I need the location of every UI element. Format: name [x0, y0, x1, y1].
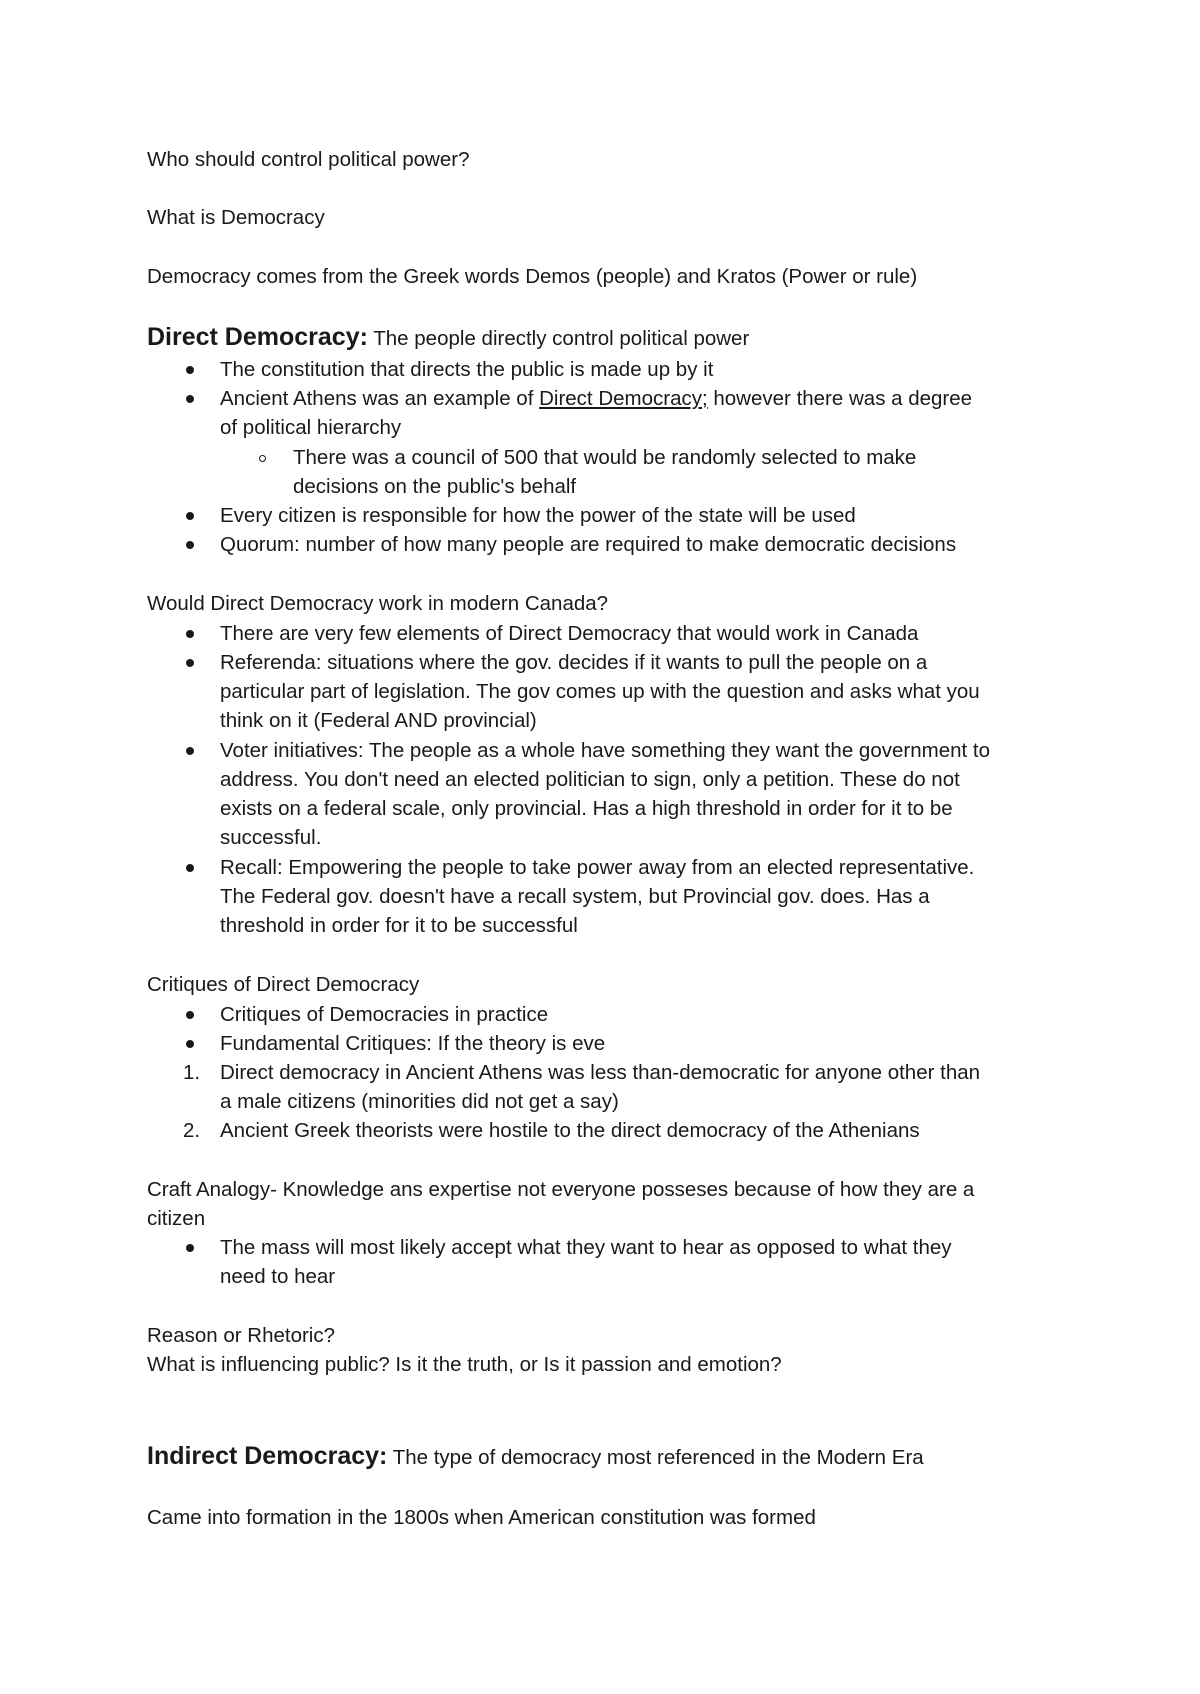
athens-text-pre: Ancient Athens was an example of — [220, 387, 540, 410]
list-item-continuation: The Federal gov. doesn't have a recall system, but Provincial gov. does. Has a — [220, 885, 930, 908]
list-item: There are very few elements of Direct Democracy that would work in Canada — [220, 622, 919, 645]
bullet-dot-icon — [186, 1244, 194, 1252]
list-item: Voter initiatives: The people as a whole have something they want the government to — [220, 739, 990, 762]
list-item: Recall: Empowering the people to take power away from an elected representative. — [220, 856, 975, 879]
bullet-dot-icon — [186, 747, 194, 755]
bullet-dot-icon — [186, 1040, 194, 1048]
indirect-democracy-heading-line — [147, 1441, 924, 1473]
bullet-dot-icon — [186, 541, 194, 549]
numbered-item-continuation: a male citizens (minorities did not get a say) — [220, 1090, 619, 1113]
list-item-continuation: exists on a federal scale, only provincial. Has a high threshold in order for it to be — [220, 797, 953, 820]
list-item: Fundamental Critiques: If the theory is eve — [220, 1032, 606, 1055]
list-item-continuation: address. You don't need an elected politician to sign, only a petition. These do not — [220, 768, 960, 791]
direct-democracy-definition: The people directly control political power — [367, 327, 750, 350]
bullet-dot-icon — [186, 395, 194, 403]
list-item-continuation: need to hear — [220, 1265, 336, 1288]
list-item: The mass will most likely accept what they want to hear as opposed to what they — [220, 1236, 952, 1259]
list-item-continuation: particular part of legislation. The gov comes up with the question and asks what you — [220, 680, 980, 703]
list-item-continuation: threshold in order for it to be successful — [220, 914, 578, 937]
list-item-continuation: of political hierarchy — [220, 416, 402, 439]
sub-list-item-continuation: decisions on the public's behalf — [293, 475, 577, 498]
direct-democracy-heading: Direct Democracy: — [147, 323, 368, 351]
list-item-continuation: think on it (Federal AND provincial) — [220, 709, 537, 732]
question-political-power: Who should control political power? — [147, 148, 470, 171]
reason-question: Reason or Rhetoric? — [147, 1324, 336, 1347]
indirect-democracy-definition: The type of democracy most referenced in the Modern Era — [387, 1446, 924, 1469]
etymology-text: Democracy comes from the Greek words Demos (people) and Kratos (Power or rule) — [147, 265, 918, 288]
numbered-item: Direct democracy in Ancient Athens was less than-democratic for anyone other than — [220, 1061, 981, 1084]
canada-question: Would Direct Democracy work in modern Canada? — [147, 592, 609, 615]
formation-text: Came into formation in the 1800s when American constitution was formed — [147, 1506, 816, 1529]
craft-analogy-text: Craft Analogy- Knowledge ans expertise not everyone posseses because of how they are a — [147, 1178, 975, 1201]
list-number: 2. — [183, 1119, 201, 1142]
direct-democracy-link[interactable]: Direct Democracy; — [539, 387, 708, 410]
bullet-dot-icon — [186, 1011, 194, 1019]
bullet-dot-icon — [186, 659, 194, 667]
sub-list-item: There was a council of 500 that would be randomly selected to make — [293, 446, 917, 469]
critiques-title: Critiques of Direct Democracy — [147, 973, 420, 996]
list-item: Critiques of Democracies in practice — [220, 1003, 549, 1026]
bullet-circle-icon — [259, 455, 266, 462]
influence-question: What is influencing public? Is it the truth, or Is it passion and emotion? — [147, 1353, 782, 1376]
bullet-dot-icon — [186, 864, 194, 872]
numbered-item: Ancient Greek theorists were hostile to the direct democracy of the Athenians — [220, 1119, 920, 1142]
craft-analogy-continuation: citizen — [147, 1207, 206, 1230]
bullet-dot-icon — [186, 512, 194, 520]
bullet-dot-icon — [186, 630, 194, 638]
list-item: Referenda: situations where the gov. decides if it wants to pull the people on a — [220, 651, 928, 674]
list-item: The constitution that directs the public is made up by it — [220, 358, 714, 381]
direct-democracy-heading-line — [147, 322, 749, 354]
list-number: 1. — [183, 1061, 201, 1084]
list-item-continuation: successful. — [220, 826, 322, 849]
bullet-dot-icon — [186, 366, 194, 374]
athens-text-post: however there was a degree — [707, 387, 973, 410]
list-item — [220, 384, 972, 414]
indirect-democracy-heading: Indirect Democracy: — [147, 1442, 388, 1470]
question-what-is-democracy: What is Democracy — [147, 206, 325, 229]
list-item: Every citizen is responsible for how the power of the state will be used — [220, 504, 856, 527]
list-item: Quorum: number of how many people are required to make democratic decisions — [220, 533, 957, 556]
